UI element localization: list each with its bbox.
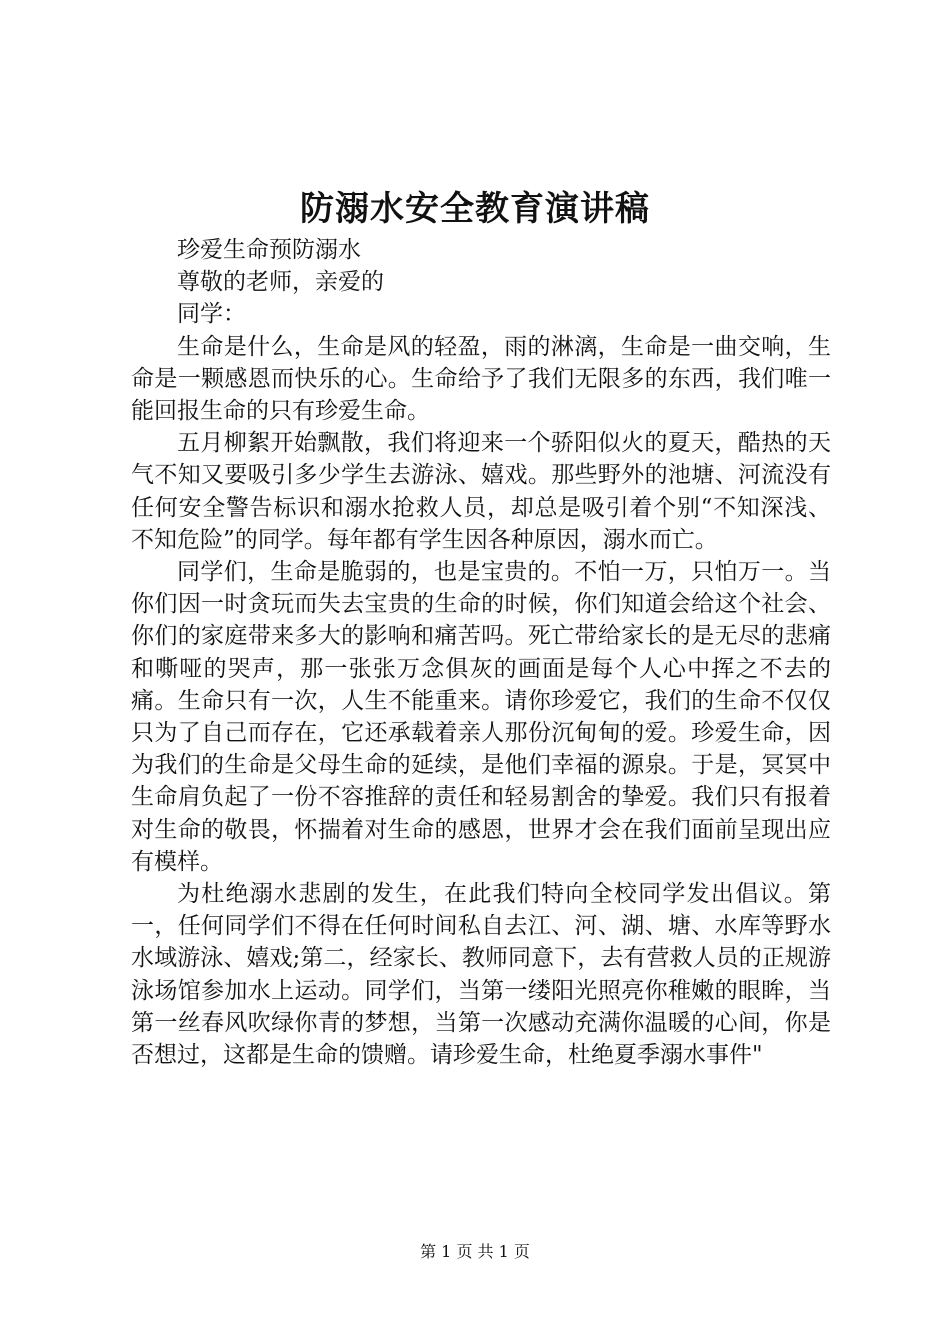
document-title: 防溺水安全教育演讲稿 xyxy=(300,189,650,229)
paragraph-1: 生命是什么，生命是风的轻盈，雨的淋漓，生命是一曲交响，生命是一颗感恩而快乐的心。生命给予了我们无限多的东西，我们唯一能回报生命的只有珍爱生命。 xyxy=(131,333,831,425)
salutation-line-1: 尊敬的老师，亲爱的 xyxy=(177,269,384,296)
paragraph-2: 五月柳絮开始飘散，我们将迎来一个骄阳似火的夏天，酷热的天气不知又要吸引多少学生去游泳、嬉戏。那些野外的池塘、河流没有任何安全警告标识和溺水抢救人员，却总是吸引着个别“不知深浅、不知危险”的同学。每年都有学生因各种原因，溺水而亡。 xyxy=(131,430,831,553)
page-footer: 第 1 页 共 1 页 xyxy=(420,1242,530,1261)
document-body xyxy=(131,234,831,1071)
paragraph-3: 同学们，生命是脆弱的，也是宝贵的。不怕一万，只怕万一。当你们因一时贪玩而失去宝贵的生命的时候，你们知道会给这个社会、你们的家庭带来多大的影响和痛苦吗。死亡带给家长的是无尽的悲痛和嘶哑的哭声，那一张张万念俱灰的画面是每个人心中挥之不去的痛。生命只有一次，人生不能重来。请你珍爱它，我们的生命不仅仅只为了自己而存在，它还承载着亲人那份沉甸甸的爱。珍爱生命，因为我们的生命是父母生命的延续，是他们幸福的源泉。于是，冥冥中生命肩负起了一份不容推辞的责任和轻易割舍的挚爱。我们只有报着对生命的敬畏，怀揣着对生命的感恩，世界才会在我们面前呈现出应有模样。 xyxy=(131,559,831,875)
subtitle: 珍爱生命预防溺水 xyxy=(177,237,361,263)
paragraph-4: 为杜绝溺水悲剧的发生，在此我们特向全校同学发出倡议。第一，任何同学们不得在任何时间私自去江、河、湖、塘、水库等野水水域游泳、嬉戏;第二，经家长、教师同意下，去有营救人员的正规游泳场馆参加水上运动。同学们，当第一缕阳光照亮你稚嫩的眼眸，当第一丝春风吹绿你青的梦想，当第一次感动充满你温暖的心间，你是否想过，这都是生命的馈赠。请珍爱生命，杜绝夏季溺水事件" xyxy=(131,881,831,1069)
salutation-line-2: 同学： xyxy=(177,301,246,328)
